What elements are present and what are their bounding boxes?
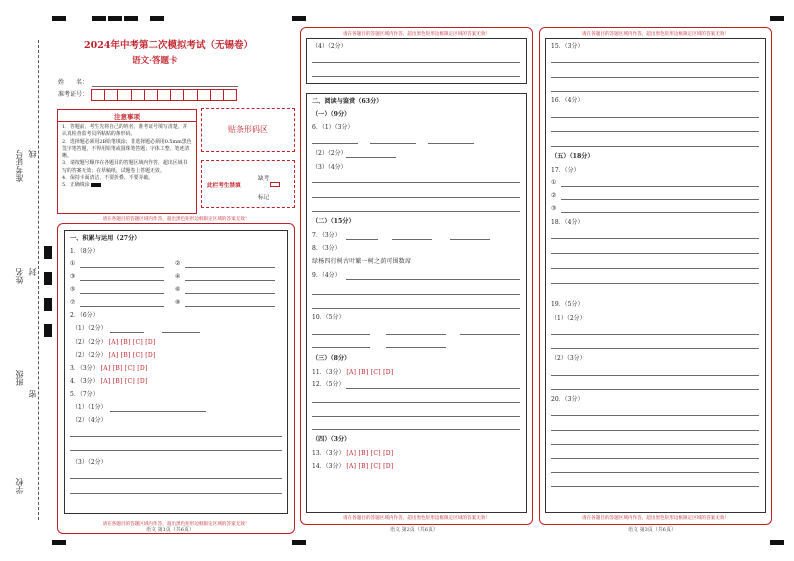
answer-line[interactable] bbox=[551, 458, 759, 459]
answer-line[interactable] bbox=[551, 334, 759, 335]
exam-id-digit-box[interactable] bbox=[210, 89, 224, 101]
answer-line[interactable] bbox=[551, 486, 759, 487]
answer-line[interactable] bbox=[551, 444, 759, 445]
question-label: （3）（2分） bbox=[72, 459, 107, 466]
answer-line[interactable] bbox=[312, 62, 520, 63]
circle-label: ⑥ bbox=[175, 286, 181, 293]
answer-line[interactable] bbox=[551, 238, 759, 239]
page-footer: 语文 第1页（共6页） bbox=[146, 527, 194, 533]
answer-line[interactable] bbox=[392, 239, 432, 240]
page-subtitle: 语文·答题卡 bbox=[132, 56, 178, 66]
question-label: 2．（6分） bbox=[70, 312, 99, 319]
exam-id-digit-box[interactable] bbox=[157, 89, 171, 101]
timing-mark bbox=[44, 246, 52, 259]
question-label: 5．（7分） bbox=[70, 391, 99, 398]
choice-options[interactable]: [A] [B] [C] [D] bbox=[108, 339, 156, 346]
side-exam-id: 准考证号 bbox=[15, 150, 24, 182]
answer-line[interactable] bbox=[312, 143, 358, 144]
answer-line[interactable] bbox=[561, 186, 759, 187]
side-name: 姓名 bbox=[15, 268, 24, 284]
choice-options[interactable]: [A] [B] [C] [D] bbox=[100, 365, 148, 372]
question-label: 13．（3分） [A] [B] [C] [D] bbox=[312, 450, 394, 457]
question-label: （2）（4分） bbox=[72, 417, 107, 424]
section-heading: 一、积累与运用（27分） bbox=[70, 235, 141, 242]
answer-line[interactable] bbox=[185, 293, 275, 294]
answer-line[interactable] bbox=[346, 157, 396, 158]
answer-line[interactable] bbox=[346, 388, 520, 389]
subsection-heading: （五）（18分） bbox=[551, 153, 594, 160]
side-seal-line: 线 bbox=[28, 150, 37, 158]
notice-item: 1．答题前，考生先将自己的姓名，准考证号填写清楚，并认真检查监考员所粘贴的条形码。 bbox=[62, 124, 188, 138]
notice-item: 4．保持卡面清洁，不要折叠、不要弄破。 bbox=[62, 175, 154, 182]
notice-box bbox=[57, 109, 197, 214]
absent-area bbox=[201, 160, 295, 208]
answer-line[interactable] bbox=[551, 268, 759, 269]
answer-line[interactable] bbox=[551, 131, 759, 132]
answer-line[interactable] bbox=[551, 283, 759, 284]
exam-id-digit-box[interactable] bbox=[117, 89, 131, 101]
answer-line[interactable] bbox=[110, 332, 144, 333]
answer-line[interactable] bbox=[551, 389, 759, 390]
question-label: （1）（1分） bbox=[72, 404, 107, 411]
panel-warning: 请在各题目的答题区域内作答，超出黑色矩形边框限定区域的答案无效！ bbox=[342, 32, 490, 37]
filled-example bbox=[91, 183, 101, 187]
panel-warning: 请在各题目的答题区域内作答，超出黑色矩形边框限定区域的答案无效！ bbox=[581, 32, 729, 37]
question-label: 11．（3分） [A] [B] [C] [D] bbox=[312, 369, 394, 376]
answer-line[interactable] bbox=[551, 415, 759, 416]
circle-label: ① bbox=[551, 179, 557, 186]
question-label: （2）（2分） [A] [B] [C] [D] bbox=[72, 352, 156, 359]
timing-mark bbox=[44, 324, 52, 337]
question-label: （3）（4分） bbox=[312, 164, 347, 171]
answer-line[interactable] bbox=[70, 450, 282, 451]
exam-id-digit-box[interactable] bbox=[170, 89, 184, 101]
absent-text: 缺考 bbox=[258, 176, 270, 182]
answer-line[interactable] bbox=[551, 348, 759, 349]
question-label: 4．（3分） [A] [B] [C] [D] bbox=[70, 378, 148, 385]
question-label: （4）（2分） bbox=[312, 43, 347, 50]
page-title: 2024年中考第二次模拟考试（无锡卷） bbox=[84, 40, 253, 51]
answer-line[interactable] bbox=[185, 280, 275, 281]
question-label: （2）（2分） [A] [B] [C] [D] bbox=[72, 339, 156, 346]
notice-title: 注意事项 bbox=[114, 113, 140, 121]
answer-line[interactable] bbox=[551, 146, 759, 147]
circle-label: ⑤ bbox=[70, 286, 76, 293]
answer-line[interactable] bbox=[428, 143, 474, 144]
subsection-heading: （三）（8分） bbox=[312, 355, 351, 362]
answer-line[interactable] bbox=[70, 493, 282, 494]
side-seal-secret: 密 bbox=[28, 390, 37, 398]
circle-label: ③ bbox=[551, 205, 557, 212]
choice-options[interactable]: [A] [B] [C] [D] bbox=[346, 450, 394, 457]
answer-line[interactable] bbox=[551, 375, 759, 376]
exam-id-digit-box[interactable] bbox=[183, 89, 197, 101]
question-label: （1）（2分） bbox=[551, 315, 586, 322]
answer-line[interactable] bbox=[162, 332, 200, 333]
mark-text: 标记 bbox=[258, 195, 270, 201]
answer-line[interactable] bbox=[561, 199, 759, 200]
question-label: 14．（3分） [A] [B] [C] [D] bbox=[312, 463, 394, 470]
answer-line[interactable] bbox=[312, 76, 520, 77]
answer-line[interactable] bbox=[80, 293, 164, 294]
answer-line[interactable] bbox=[551, 117, 759, 118]
circle-label: ② bbox=[551, 192, 557, 199]
question-label: 15．（3分） bbox=[551, 43, 584, 50]
circle-label: ③ bbox=[70, 273, 76, 280]
exam-id-digit-box[interactable] bbox=[197, 89, 211, 101]
question-label: （2）（2分） bbox=[312, 150, 347, 157]
answer-line[interactable] bbox=[312, 402, 520, 403]
question-label: 9．（4分） bbox=[312, 272, 341, 279]
question-label: 17．（分） bbox=[551, 167, 580, 174]
answer-line[interactable] bbox=[312, 429, 520, 430]
answer-line[interactable] bbox=[551, 430, 759, 431]
notice-item: 3．请按题号顺序在各题目的答题区域内作答，超出区域书写的答案无效；在草稿纸、试题卷上答题无效。 bbox=[62, 160, 188, 174]
answer-line[interactable] bbox=[561, 212, 759, 213]
answer-line[interactable] bbox=[386, 347, 446, 348]
choice-options[interactable]: [A] [B] [C] [D] bbox=[346, 369, 394, 376]
timing-mark bbox=[52, 16, 66, 21]
answer-line[interactable] bbox=[370, 143, 416, 144]
absent-label: 此栏考生禁填 bbox=[207, 183, 241, 189]
side-school: 学校 bbox=[15, 478, 24, 494]
answer-line[interactable] bbox=[110, 411, 206, 412]
answer-line[interactable] bbox=[312, 197, 520, 198]
side-class: 班级 bbox=[15, 370, 24, 386]
answer-line[interactable] bbox=[312, 347, 370, 348]
question-label: 3．（3分） [A] [B] [C] [D] bbox=[70, 365, 148, 372]
answer-line[interactable] bbox=[312, 182, 520, 183]
circle-label: ① bbox=[70, 260, 76, 267]
page-footer: 语文 第3页（共6页） bbox=[628, 527, 676, 533]
name-field[interactable] bbox=[92, 86, 238, 87]
side-seal-seal: 封 bbox=[28, 268, 37, 276]
timing-mark bbox=[292, 16, 306, 21]
choice-options[interactable]: [A] [B] [C] [D] bbox=[108, 352, 156, 359]
exam-id-label: 准考证号： bbox=[58, 91, 89, 98]
exam-id-digit-box[interactable] bbox=[144, 89, 158, 101]
answer-line[interactable] bbox=[312, 294, 520, 295]
answer-line[interactable] bbox=[185, 306, 275, 307]
timing-mark bbox=[124, 16, 138, 21]
answer-line[interactable] bbox=[346, 239, 378, 240]
question-label: 10．（5分） bbox=[312, 314, 345, 321]
answer-line[interactable] bbox=[312, 334, 370, 335]
answer-line[interactable] bbox=[551, 253, 759, 254]
exam-id-boxes[interactable] bbox=[91, 89, 237, 101]
question-label: （2）（3分） bbox=[551, 355, 586, 362]
choice-options[interactable]: [A] [B] [C] [D] bbox=[346, 463, 394, 470]
panel-warning: 请在各题目的答题区域内作答，超出黑色矩形边框限定区域的答案无效！ bbox=[102, 522, 250, 527]
answer-line[interactable] bbox=[312, 308, 520, 309]
absent-checkbox[interactable] bbox=[270, 182, 280, 187]
notice-item: 2．选择题必须用2B铅笔填涂；非选择题必须用0.5mm黑色签字笔答题，不得用铅笔或圆珠笔答题；字体工整、笔迹清晰。 bbox=[62, 138, 192, 160]
answer-line[interactable] bbox=[551, 62, 759, 63]
answer-line[interactable] bbox=[312, 211, 520, 212]
question-label: 7．（3分） bbox=[312, 232, 341, 239]
timing-mark bbox=[44, 298, 52, 311]
panel-warning: 请在各题目的答题区域内作答，超出黑色矩形边框限定区域的答案无效！ bbox=[581, 516, 729, 521]
exam-id-digit-box[interactable] bbox=[223, 89, 237, 101]
timing-mark bbox=[108, 16, 122, 21]
question-label: 16．（4分） bbox=[551, 97, 584, 104]
exam-id-digit-box[interactable] bbox=[91, 89, 105, 101]
name-label: 姓 名： bbox=[58, 79, 89, 86]
notice-item: 5．正确填涂 bbox=[62, 182, 192, 189]
circle-label: ⑧ bbox=[175, 299, 181, 306]
barcode-area bbox=[201, 108, 295, 152]
question-label: 12．（5分） bbox=[312, 381, 345, 388]
subsection-heading: （四）（3分） bbox=[312, 436, 351, 443]
timing-mark bbox=[92, 16, 106, 21]
sentence-text: 绿杨四行树古叶繁一树之荫可围数席 bbox=[312, 258, 412, 265]
answer-line[interactable] bbox=[386, 334, 446, 335]
answer-line[interactable] bbox=[346, 279, 520, 280]
timing-mark bbox=[52, 540, 66, 545]
answer-line[interactable] bbox=[312, 416, 520, 417]
timing-mark bbox=[770, 540, 784, 545]
timing-mark bbox=[150, 16, 164, 21]
subsection-heading: （二）（15分） bbox=[312, 218, 355, 225]
answer-line[interactable] bbox=[70, 478, 282, 479]
question-label: 20．（3分） bbox=[551, 396, 584, 403]
question-label: 18．（4分） bbox=[551, 219, 584, 226]
question-label: 6．（1）（3分） bbox=[312, 124, 354, 131]
answer-line[interactable] bbox=[460, 334, 520, 335]
exam-id-digit-box[interactable] bbox=[104, 89, 118, 101]
circle-label: ② bbox=[175, 260, 181, 267]
answer-line[interactable] bbox=[551, 91, 759, 92]
circle-label: ⑦ bbox=[70, 299, 76, 306]
timing-mark bbox=[292, 540, 306, 545]
answer-line[interactable] bbox=[185, 267, 275, 268]
circle-label: ④ bbox=[175, 273, 181, 280]
barcode-label: 贴条形码区 bbox=[228, 125, 268, 134]
question-label: 8．（3分） bbox=[312, 245, 341, 252]
exam-id-digit-box[interactable] bbox=[131, 89, 145, 101]
answer-area-3 bbox=[545, 38, 766, 513]
answer-line[interactable] bbox=[551, 77, 759, 78]
binding-line bbox=[38, 40, 39, 520]
page-footer: 语文 第2页（共6页） bbox=[390, 527, 438, 533]
question-label: 19．（5分） bbox=[551, 301, 584, 308]
answer-line[interactable] bbox=[70, 436, 282, 437]
answer-line[interactable] bbox=[450, 239, 490, 240]
question-label: 1．（8分） bbox=[70, 248, 99, 255]
choice-options[interactable]: [A] [B] [C] [D] bbox=[100, 378, 148, 385]
timing-mark bbox=[770, 16, 784, 21]
question-label: （1）（2分） bbox=[72, 325, 107, 332]
section-heading: 二、阅读与鉴赏（63分） bbox=[312, 98, 383, 105]
answer-line[interactable] bbox=[80, 280, 164, 281]
panel-warning: 请在各题目的答题区域内作答，超出黑色矩形边框限定区域的答案无效！ bbox=[342, 516, 490, 521]
answer-line[interactable] bbox=[551, 472, 759, 473]
subsection-heading: （一）（9分） bbox=[312, 111, 351, 118]
answer-line[interactable] bbox=[80, 267, 164, 268]
timing-mark bbox=[44, 272, 52, 285]
panel-warning: 请在各题目的答题区域内作答，超出黑色矩形边框限定区域的答案无效！ bbox=[102, 217, 250, 222]
answer-line[interactable] bbox=[80, 306, 164, 307]
